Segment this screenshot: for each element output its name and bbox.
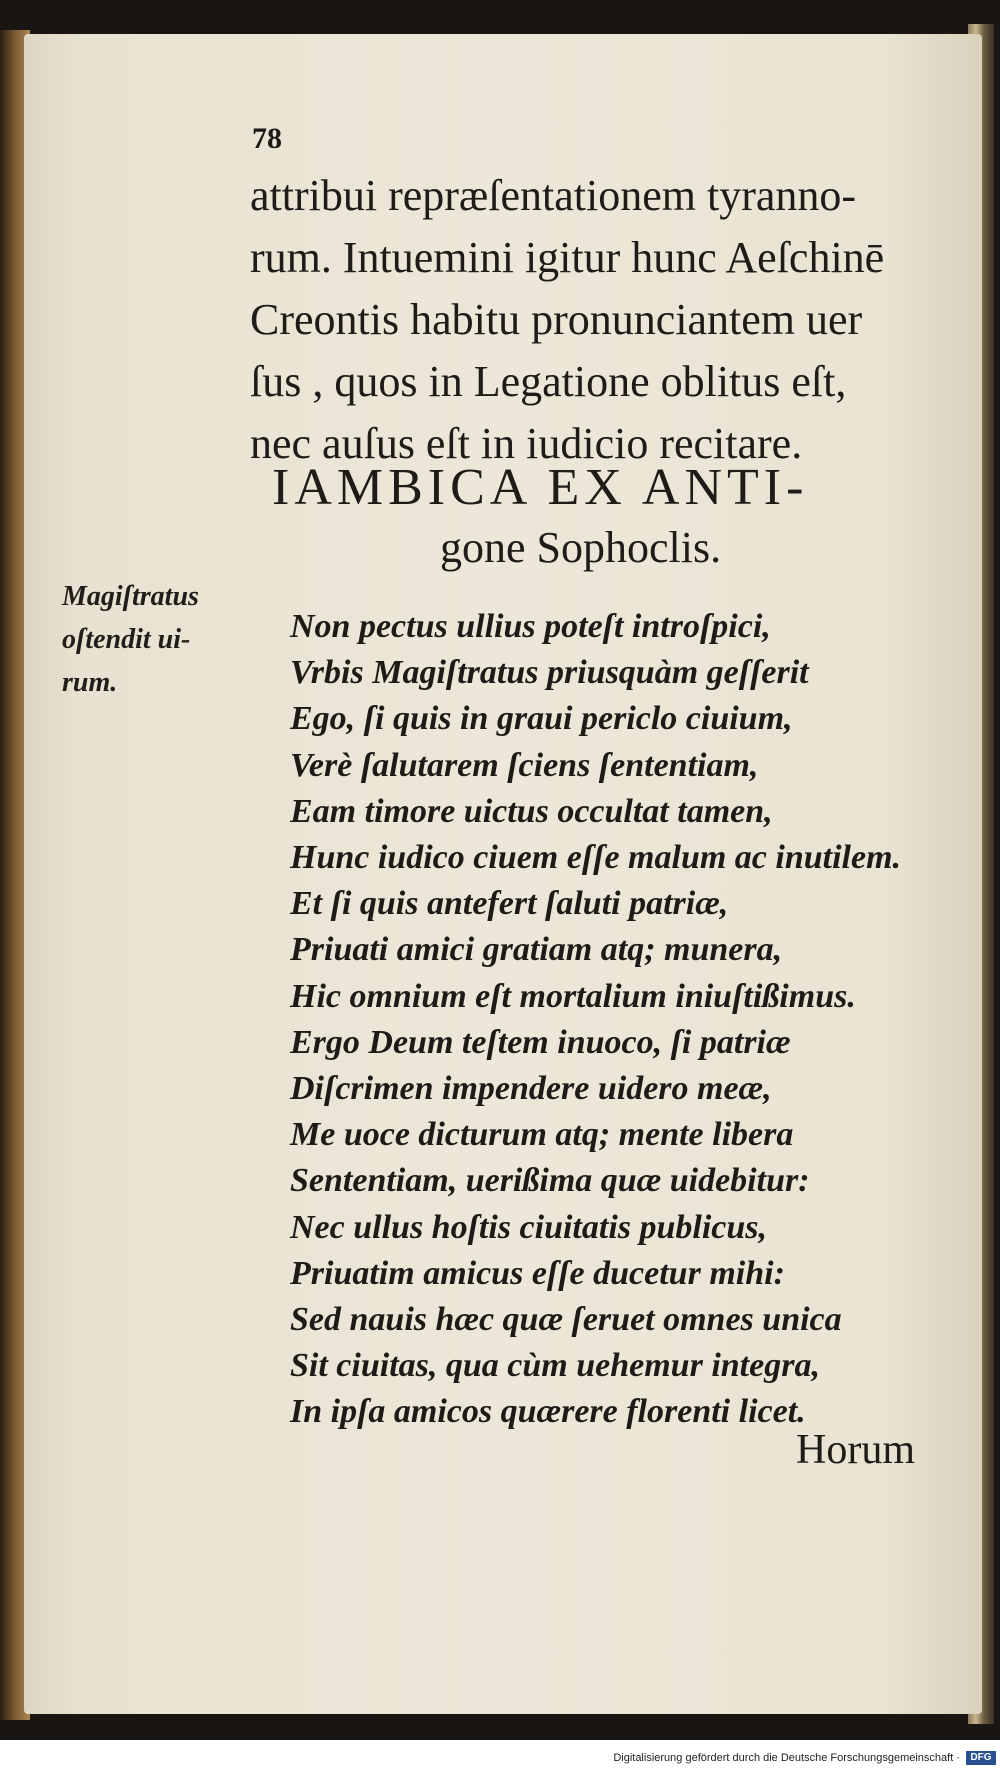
marginal-note-line: Magiſtratus xyxy=(62,581,199,612)
verse-line: Sententiam, uerißima quæ uidebitur: xyxy=(290,1162,810,1200)
marginal-note xyxy=(62,575,242,704)
dfg-logo: DFG xyxy=(966,1751,996,1765)
funding-credit: Digitalisierung gefördert durch die Deutsche Forschungsgemeinschaft · xyxy=(613,1752,960,1764)
verse-line: Priuati amici gratiam atq; munera, xyxy=(290,931,783,969)
prose-line: Creontis habitu pronunciantem uer xyxy=(250,295,863,344)
verse-line: In ipſa amicos quærere florenti licet. xyxy=(290,1393,806,1431)
verse-line: Hunc iudico ciuem eſſe malum ac inutilem. xyxy=(290,839,902,877)
section-subheading: gone Sophoclis. xyxy=(440,523,722,572)
prose-line: ſus , quos in Legatione oblitus eſt, xyxy=(250,357,847,406)
verse-line: Vrbis Magiſtratus priusquàm geſſerit xyxy=(290,654,809,692)
verse-line: Sed nauis hæc quæ ſeruet omnes unica xyxy=(290,1301,842,1339)
verse-line: Ergo Deum teſtem inuoco, ſi patriæ xyxy=(290,1023,791,1061)
verse-block xyxy=(290,604,901,1436)
prose-line: attribui repræſentationem tyranno- xyxy=(250,171,857,220)
marginal-note-line: rum. xyxy=(62,667,118,698)
verse-line: Ego, ſi quis in graui periclo ciuium, xyxy=(290,700,793,738)
verse-line: Sit ciuitas, qua cùm uehemur integra, xyxy=(290,1347,820,1385)
verse-line: Me uoce dicturum atq; mente libera xyxy=(290,1116,794,1154)
verse-line: Eam timore uictus occultat tamen, xyxy=(290,792,773,830)
prose-line: nec auſus eſt in iudicio recitare. xyxy=(250,419,803,468)
verse-line: Hic omnium eſt mortalium iniuſtißimus. xyxy=(290,977,856,1015)
verse-line: Diſcrimen impendere uidero meæ, xyxy=(290,1070,772,1108)
verse-line: Nec ullus hoſtis ciuitatis publicus, xyxy=(290,1208,768,1246)
catchword: Horum xyxy=(796,1427,915,1473)
page-number: 78 xyxy=(252,122,282,155)
verse-line: Non pectus ullius poteſt introſpici, xyxy=(290,608,771,645)
section-heading: IAMBICA EX ANTI- xyxy=(272,459,809,516)
prose-block xyxy=(250,165,950,475)
verse-line: Verè ſalutarem ſciens ſententiam, xyxy=(290,746,759,784)
prose-line: rum. Intuemini igitur hunc Aeſchinē xyxy=(250,233,885,282)
verse-line: Priuatim amicus eſſe ducetur mihi: xyxy=(290,1254,785,1292)
verse-line: Et ſi quis antefert ſaluti patriæ, xyxy=(290,885,729,923)
marginal-note-line: oſtendit ui- xyxy=(62,624,191,655)
